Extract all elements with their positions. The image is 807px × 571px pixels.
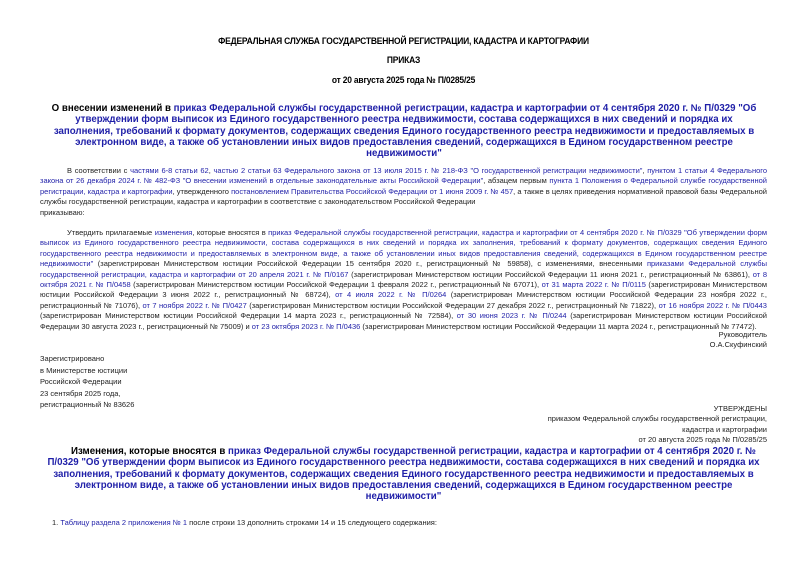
order-title-prefix: О внесении изменений в <box>51 103 174 114</box>
order-word: приказываю: <box>40 207 85 217</box>
approval-line: кадастра и картографии <box>682 424 767 434</box>
approval-block <box>548 404 767 446</box>
body-text: (зарегистрирован Министерством юстиции Российской Федерации 27 декабря 2022 г., регистрационный № 71822), <box>246 300 659 310</box>
registration-line: Зарегистрировано <box>40 354 105 363</box>
order-title-link[interactable]: приказ Федеральной службы государственной регистрации, кадастра и картографии от 4 сентября 2020 г. № П/0329 "Об утверждении форм выписок из Единого государственного реестра недвижимости, состава содержащихся в них сведений и порядка их заполнения, требований к формату документов, содержащих сведения Единого государственного реестра недвижимости и предоставляемых в электронном виде, а также об установлении иных видов предоставления сведений, содержащихся в Едином государственном реестре недвижимости" <box>53 103 757 160</box>
body-link[interactable]: от 4 июля 2022 г. № П/0264 <box>335 290 447 300</box>
preamble-link[interactable]: постановлением Правительства Российской Федерации от 1 июня 2009 г. № 457 <box>231 186 514 196</box>
registration-line: регистрационный № 83626 <box>40 400 135 410</box>
preamble-link[interactable]: Федерального закона от 26 декабря 2024 г. № 482-ФЗ "О внесении изменений в отдельные законодательные акты Российской Федерации" <box>40 166 768 186</box>
preamble-link[interactable]: частями 6-8 статьи 62 <box>130 166 209 175</box>
preamble-paragraph <box>40 166 767 218</box>
preamble-text: , <box>208 166 214 175</box>
item-number: 1. <box>52 518 61 527</box>
list-item-1 <box>52 518 437 527</box>
preamble-link[interactable]: пунктом 1 статьи 4 <box>647 166 715 175</box>
changes-title-link[interactable]: приказ Федеральной службы государственной регистрации, кадастра и картографии от 4 сентября 2020 г. № П/0329 "Об утверждении форм выписок из Единого государственного реестра недвижимости, состава содержащихся в них сведений и порядка их заполнения, требований к формату документов, содержащих сведения Единого государственного реестра недвижимости и предоставляемых в электронном виде, а также об установлении иных видов предоставления сведений, содержащихся в Едином государственном реестре недвижимости" <box>47 446 760 503</box>
preamble-text: , <box>642 166 648 175</box>
body-text: , которые вносятся в <box>192 228 269 237</box>
body-link[interactable]: от 8 октября 2021 г. № П/0458 <box>40 269 767 290</box>
body-text: (зарегистрирован Министерством юстиции Российской Федерации 11 марта 2024 г., регистрационный № 77472). <box>360 321 757 331</box>
body-text: (зарегистрирован Министерством юстиции Российской Федерации 3 июня 2022 г., регистрационный № 68724), <box>40 280 767 300</box>
approval-line: УТВЕРЖДЕНЫ <box>713 404 767 413</box>
body-text: Утвердить прилагаемые <box>67 228 155 237</box>
body-link[interactable]: приказами Федеральной службы государственной регистрации, кадастра и картографии от 20 апреля 2021 г. № П/0167 <box>40 259 767 279</box>
preamble-text: В соответствии с <box>67 166 131 175</box>
approval-line: от 20 августа 2025 года № П/0285/25 <box>638 435 767 445</box>
registration-block <box>40 353 134 411</box>
body-link[interactable]: приказ Федеральной службы государственной регистрации, кадастра и картографии от 4 сентября 2020 г. № П/0329 "Об утверждении форм выписок из Единого государственного реестра недвижимости, состава содержащихся в них сведений и порядка их заполнения, требований к формату документов, содержащих сведения Единого государственного реестра недвижимости и предоставляемых в электронном виде, а также об установлении иных видов предоставления сведений, содержащихся в Едином государственном реестре недвижимости" <box>40 228 768 269</box>
preamble-link[interactable]: пункта 1 Положения о Федеральной службе государственной регистрации, кадастра и картографии <box>40 176 767 196</box>
registration-line: Российской Федерации <box>40 377 122 387</box>
body-link[interactable]: от 31 марта 2022 г. № П/0115 <box>541 280 646 290</box>
body-text: (зарегистрирован Министерством юстиции Российской Федерации 1 февраля 2022 г., регистрационный № 67071), <box>130 280 542 290</box>
body-text: (зарегистрирован Министерством юстиции Российской Федерации 15 сентября 2020 г., регистрационный № 59858), с изменениями, внесенными <box>93 259 647 269</box>
item-text: после строки 13 дополнить строками 14 и 15 следующего содержания: <box>187 518 437 527</box>
order-title <box>48 103 760 159</box>
body-text: (зарегистрирован Министерством юстиции Российской Федерации 23 ноября 2022 г., регистрационный № 71076), <box>40 290 767 310</box>
body-link[interactable]: от 7 ноября 2022 г. № П/0427 <box>142 300 247 310</box>
doc-date-number: от 20 августа 2025 года № П/0285/25 <box>331 75 476 85</box>
changes-title-prefix: Изменения, которые вносятся в <box>71 446 229 457</box>
approval-line: приказом Федеральной службы государственной регистрации, <box>547 414 767 424</box>
body-link[interactable]: изменения <box>154 228 193 237</box>
preamble-text: , а также в целях приведения нормативной правовой базы Федеральной службы государственной регистрации, кадастра и картографии в соответствие с законодательством Российской Федерации <box>40 186 767 207</box>
body-link[interactable]: от 16 ноября 2022 г. № П/0443 <box>658 300 767 310</box>
preamble-text: , утвержденного <box>172 186 232 196</box>
body-text: (зарегистрирован Министерством юстиции Российской Федерации 14 марта 2023 г., регистрационный № 72584), <box>40 311 457 321</box>
registration-line: в Министерстве юстиции <box>40 365 128 375</box>
body-paragraph <box>40 228 767 332</box>
registration-line: 23 сентября 2025 года, <box>40 388 121 398</box>
item-link[interactable]: Таблицу раздела 2 приложения № 1 <box>60 518 188 527</box>
agency-name: ФЕДЕРАЛЬНАЯ СЛУЖБА ГОСУДАРСТВЕННОЙ РЕГИСТРАЦИИ, КАДАСТРА И КАРТОГРАФИИ <box>218 36 589 46</box>
body-link[interactable]: от 30 июня 2023 г. № П/0244 <box>456 311 567 321</box>
preamble-link[interactable]: частью 2 статьи 63 <box>213 166 282 175</box>
signatory-position: Руководитель <box>718 330 767 339</box>
body-text: (зарегистрирован Министерством юстиции Российской Федерации 11 июня 2021 г., регистрационный № 63861), <box>348 269 753 279</box>
signature-block <box>710 330 767 351</box>
doc-type: ПРИКАЗ <box>386 55 421 65</box>
preamble-text: , абзацем первым <box>483 176 550 186</box>
body-text: (зарегистрирован Министерством юстиции Российской Федерации 30 августа 2023 г., регистрационный № 75009) и <box>40 311 767 331</box>
signatory-name: О.А.Скуфинский <box>709 340 767 350</box>
preamble-link[interactable]: Федерального закона от 13 июля 2015 г. № 218-ФЗ "О государственной регистрации недвижимости" <box>284 166 643 175</box>
body-link[interactable]: от 23 октября 2023 г. № П/0436 <box>251 321 361 331</box>
changes-title <box>40 446 767 502</box>
